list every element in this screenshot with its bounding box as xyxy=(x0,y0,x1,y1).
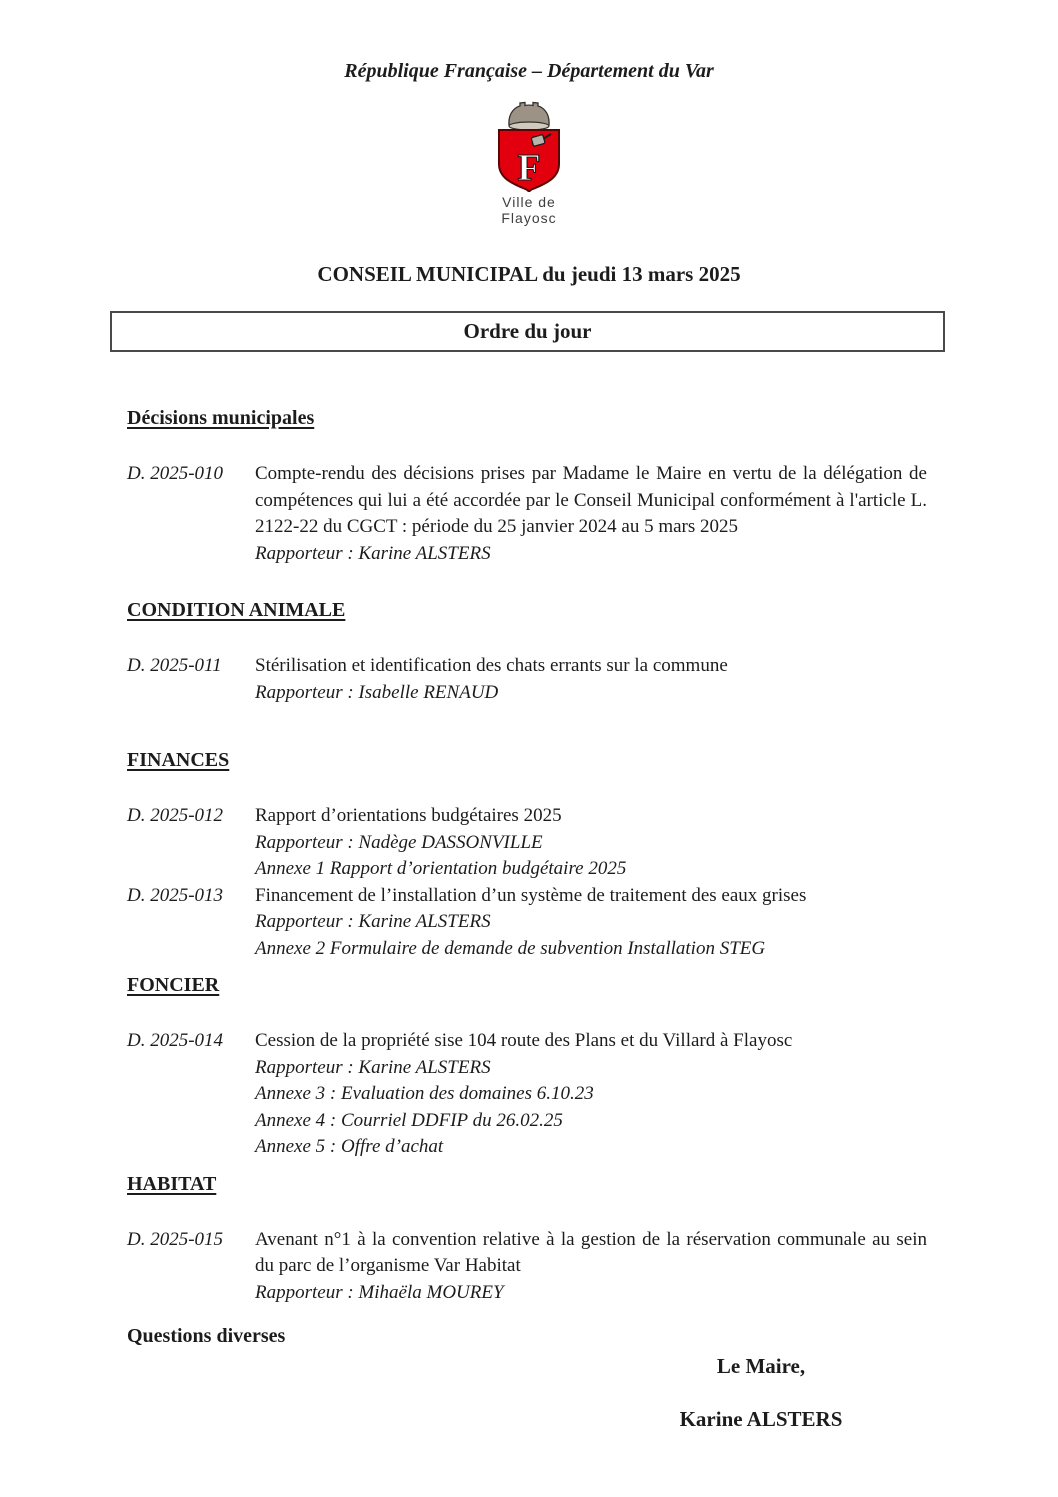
agenda-banner-label: Ordre du jour xyxy=(463,319,592,343)
item-body xyxy=(255,1028,927,1161)
agenda-banner-box xyxy=(110,311,945,352)
agenda-item xyxy=(127,461,930,567)
logo-caption-line1: Ville de xyxy=(502,194,556,210)
section-heading: CONDITION ANIMALE xyxy=(127,599,346,621)
item-ref: D. 2025-013 xyxy=(127,884,224,906)
agenda-body xyxy=(0,405,1058,1306)
item-annexe: Annexe 4 : Courriel DDFIP du 26.02.25 xyxy=(255,1109,563,1131)
item-annexe: Annexe 2 Formulaire de demande de subvention Installation STEG xyxy=(255,937,766,959)
item-body xyxy=(255,803,927,883)
item-title: Cession de la propriété sise 104 route des Plans et du Villard à Flayosc xyxy=(255,1030,793,1051)
agenda-item xyxy=(127,1028,930,1161)
item-rapporteur: Rapporteur : Karine ALSTERS xyxy=(255,1056,491,1078)
item-annexe: Annexe 3 : Evaluation des domaines 6.10.23 xyxy=(255,1083,594,1104)
city-coat-of-arms xyxy=(0,100,1058,226)
meeting-title: CONSEIL MUNICIPAL du jeudi 13 mars 2025 xyxy=(317,262,741,286)
logo-caption xyxy=(0,194,1058,226)
item-rapporteur: Rapporteur : Karine ALSTERS xyxy=(255,911,491,932)
agenda-item xyxy=(127,653,930,706)
item-rapporteur: Rapporteur : Isabelle RENAUD xyxy=(255,681,499,703)
item-title: Stérilisation et identification des chats errants sur la commune xyxy=(255,655,728,676)
agenda-item xyxy=(127,883,930,963)
section-heading: HABITAT xyxy=(127,1172,217,1195)
item-annexe: Annexe 1 Rapport d’orientation budgétaire 2025 xyxy=(255,858,627,879)
coat-of-arms-icon xyxy=(496,100,562,192)
item-ref: D. 2025-014 xyxy=(127,1030,224,1051)
item-body xyxy=(255,461,927,567)
signature-role: Le Maire, xyxy=(716,1354,806,1378)
section-condition-animale xyxy=(127,597,930,706)
shield-letter: F xyxy=(517,147,541,189)
section-habitat xyxy=(127,1171,930,1307)
item-ref: D. 2025-015 xyxy=(127,1228,224,1250)
item-body xyxy=(255,653,927,706)
section-decisions-municipales xyxy=(127,405,930,567)
item-rapporteur: Rapporteur : Nadège DASSONVILLE xyxy=(255,831,543,853)
section-heading: Décisions municipales xyxy=(127,407,315,429)
logo-caption-line2: Flayosc xyxy=(501,210,557,226)
item-title: Financement de l’installation d’un système de traitement des eaux grises xyxy=(255,884,807,906)
republic-department-header: République Française – Département du Var xyxy=(344,60,714,82)
agenda-item xyxy=(127,1227,930,1307)
item-title: Rapport d’orientations budgétaires 2025 xyxy=(255,805,562,826)
section-finances xyxy=(127,747,930,962)
section-heading: FONCIER xyxy=(127,974,220,996)
questions-diverses-label: Questions diverses xyxy=(127,1325,286,1347)
item-rapporteur: Rapporteur : Karine ALSTERS xyxy=(255,542,491,564)
item-title: Compte-rendu des décisions prises par Madame le Maire en vertu de la délégation de compétences qui lui a été accordée par le Conseil Municipal conformément à l'article L. 2122-22 du CGCT : période du 25 janvier 2024 au 5 mars 2025 xyxy=(255,463,927,537)
item-ref: D. 2025-010 xyxy=(127,463,224,484)
agenda-item xyxy=(127,803,930,883)
section-foncier xyxy=(127,972,930,1161)
crown-rim xyxy=(509,122,549,130)
section-heading: FINANCES xyxy=(127,749,230,771)
item-ref: D. 2025-011 xyxy=(127,655,222,676)
item-ref: D. 2025-012 xyxy=(127,805,224,826)
signature-name: Karine ALSTERS xyxy=(679,1407,843,1431)
item-body xyxy=(255,883,927,963)
signature-block xyxy=(666,1353,856,1432)
item-title: Avenant n°1 à la convention relative à la gestion de la réservation communale au sein du parc de l’organisme Var Habitat xyxy=(255,1228,927,1276)
item-annexe: Annexe 5 : Offre d’achat xyxy=(255,1136,444,1157)
item-body xyxy=(255,1227,927,1307)
item-rapporteur: Rapporteur : Mihaëla MOUREY xyxy=(255,1281,504,1303)
